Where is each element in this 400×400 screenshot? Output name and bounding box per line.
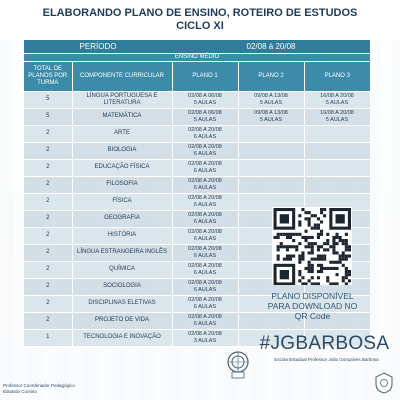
componente-cell-text: GEOGRAFIA [104, 215, 140, 221]
plano-1-cell-text: 5 AULAS [193, 116, 217, 123]
plano-1-cell-text: 02/08 A 20/08 [188, 296, 222, 303]
header-plano-1: PLANO 1 [172, 61, 238, 91]
total-cell-text: 2 [46, 130, 50, 136]
componente-cell [72, 142, 172, 159]
plano-1-cell [172, 329, 238, 346]
componente-cell-text: TECNOLOGIA E INOVAÇÃO [83, 334, 161, 340]
total-cell [24, 142, 72, 159]
componente-cell [72, 159, 172, 176]
componente-cell-text: FILOSOFIA [106, 181, 138, 187]
componente-cell [72, 193, 172, 210]
plano-1-cell [172, 125, 238, 142]
plano-1-cell-text: 6 AULAS [193, 252, 217, 259]
plano-3-cell [304, 176, 370, 193]
periodo-label: PERÍODO [24, 40, 172, 53]
plano-1-cell-text: 6 AULAS [193, 286, 217, 293]
total-cell-text: 2 [46, 300, 50, 306]
componente-cell-text: LÍNGUA ESTRANGEIRA INGLÊS [76, 249, 168, 255]
plano-1-cell [172, 91, 238, 108]
total-cell [24, 295, 72, 312]
column-header-row [24, 61, 370, 91]
componente-cell [72, 125, 172, 142]
componente-cell [72, 329, 172, 346]
footer-credit-line-1: Professor Coordenador Pedagógico [3, 383, 75, 388]
plano-1-cell [172, 295, 238, 312]
plano-1-cell-text: 02/08 A 20/08 [188, 279, 222, 286]
plano-1-cell [172, 108, 238, 125]
componente-cell-text: BIOLOGIA [107, 147, 137, 153]
qr-caption [255, 291, 370, 321]
hashtag-text: #JGBARBOSA [259, 333, 390, 354]
plano-3-cell-text: 5 AULAS [325, 99, 349, 106]
plano-2-cell-text: 5 AULAS [259, 99, 283, 106]
total-cell [24, 125, 72, 142]
total-cell [24, 108, 72, 125]
plano-3-cell [304, 159, 370, 176]
school-logo-icon [226, 350, 250, 380]
plano-2-cell-text: 09/08 A 13/08 [254, 109, 288, 116]
total-cell-text: 2 [46, 283, 50, 289]
componente-cell [72, 295, 172, 312]
plano-1-cell-text: 02/08 A 20/08 [188, 245, 222, 252]
plano-1-cell-text: 6 AULAS [193, 184, 217, 191]
plano-1-cell-text: 6 AULAS [193, 269, 217, 276]
qr-code-icon[interactable] [272, 207, 352, 285]
plano-2-cell-text: 09/08 A 13/08 [254, 92, 288, 99]
header-total: TOTAL DE PLANOS POR TURMA [24, 61, 72, 91]
qr-caption-line-1: PLANO DISPONÍVEL [271, 291, 354, 301]
componente-cell-text: PROJETO DE VIDA [95, 317, 149, 323]
componente-cell-text: LÍNGUA PORTUGUESA E LITERATURA [86, 92, 158, 106]
footer-credits [3, 383, 75, 394]
plano-1-cell-text: 02/08 A 20/08 [188, 143, 222, 150]
plano-1-cell-text: 02/08 A 20/08 [188, 177, 222, 184]
componente-cell [72, 278, 172, 295]
plano-1-cell-text: 02/08 A 06/08 [188, 109, 222, 116]
total-cell [24, 193, 72, 210]
plano-1-cell-text: 6 AULAS [193, 320, 217, 327]
plano-1-cell-text: 02/08 A 20/08 [188, 194, 222, 201]
plano-3-cell-text: 16/08 A 20/08 [320, 109, 354, 116]
plano-3-cell [304, 142, 370, 159]
total-cell-text: 2 [46, 232, 50, 238]
plano-1-cell [172, 261, 238, 278]
plano-1-cell-text: 3 AULAS [193, 337, 217, 344]
total-cell-text: 2 [46, 147, 50, 153]
total-cell-text: 2 [46, 266, 50, 272]
plano-1-cell [172, 227, 238, 244]
plano-2-cell [238, 176, 304, 193]
total-cell [24, 176, 72, 193]
plano-1-cell-text: 6 AULAS [193, 235, 217, 242]
componente-cell-text: ARTE [114, 130, 130, 136]
total-cell [24, 329, 72, 346]
plano-2-cell [238, 142, 304, 159]
plano-1-cell-text: 02/08 A 20/08 [188, 160, 222, 167]
total-cell-text: 2 [46, 181, 50, 187]
componente-cell [72, 227, 172, 244]
header-plano-2: PLANO 2 [238, 61, 304, 91]
componente-cell-text: HISTÓRIA [107, 232, 137, 238]
periodo-row [24, 40, 370, 53]
plano-2-cell-text: 5 AULAS [259, 116, 283, 123]
componente-cell-text: EDUCAÇÃO FÍSICA [94, 164, 150, 170]
componente-cell [72, 210, 172, 227]
plano-1-cell [172, 142, 238, 159]
total-cell-text: 5 [46, 96, 50, 102]
plano-3-cell-text: 5 AULAS [325, 116, 349, 123]
componente-cell [72, 108, 172, 125]
title-line-1: ELABORANDO PLANO DE ENSINO, ROTEIRO DE ESTUDOS [42, 7, 358, 19]
plano-2-cell [238, 125, 304, 142]
plano-1-cell-text: 6 AULAS [193, 303, 217, 310]
plano-1-cell-text: 02/08 A 20/08 [188, 211, 222, 218]
table-row [24, 176, 370, 193]
total-cell [24, 227, 72, 244]
plano-1-cell [172, 159, 238, 176]
plano-1-cell-text: 02/08 A 06/08 [188, 92, 222, 99]
plano-1-cell-text: 5 AULAS [193, 99, 217, 106]
componente-cell [72, 176, 172, 193]
componente-cell [72, 244, 172, 261]
plano-1-cell [172, 210, 238, 227]
title-line-2: CICLO XI [176, 20, 224, 32]
plano-1-cell-text: 02/08 A 20/08 [188, 330, 222, 337]
school-name: Escola Estadual Professor João Gonçalves Barbosa [274, 357, 379, 362]
total-cell [24, 159, 72, 176]
plano-1-cell [172, 312, 238, 329]
periodo-value: 02/08 à 20/08 [172, 40, 370, 53]
qr-caption-line-3: QR Code [294, 311, 331, 321]
total-cell-text: 5 [46, 113, 50, 119]
plano-3-cell-text: 16/08 A 20/08 [320, 92, 354, 99]
table-row [24, 159, 370, 176]
componente-cell-text: FÍSICA [112, 198, 132, 204]
plano-1-cell-text: 02/08 A 20/08 [188, 126, 222, 133]
table-row [24, 108, 370, 125]
componente-cell-text: DISCIPLINAS ELETIVAS [88, 300, 156, 306]
page-title [0, 7, 400, 33]
header-componente: COMPONENTE CURRICULAR [72, 61, 172, 91]
componente-cell-text: SOCIOLOGIA [103, 283, 141, 289]
ensino-row [24, 53, 370, 61]
componente-cell [72, 312, 172, 329]
plano-3-cell [304, 125, 370, 142]
total-cell-text: 2 [46, 249, 50, 255]
total-cell [24, 278, 72, 295]
plano-1-cell [172, 244, 238, 261]
plano-1-cell-text: 6 AULAS [193, 150, 217, 157]
table-row [24, 91, 370, 108]
plano-2-cell [238, 159, 304, 176]
total-cell [24, 244, 72, 261]
table-row [24, 142, 370, 159]
plano-2-cell [238, 108, 304, 125]
ensino-label: ENSINO MÉDIO [24, 53, 370, 61]
plano-1-cell-text: 02/08 A 20/08 [188, 313, 222, 320]
plano-3-cell [304, 91, 370, 108]
total-cell [24, 91, 72, 108]
footer-credit-line-2: Eduardo Corsino [3, 388, 37, 394]
total-cell-text: 2 [46, 164, 50, 170]
plano-1-cell [172, 176, 238, 193]
plano-1-cell-text: 6 AULAS [193, 201, 217, 208]
plano-2-cell [238, 91, 304, 108]
plano-1-cell-text: 02/08 A 20/08 [188, 262, 222, 269]
plano-1-cell-text: 02/08 A 20/08 [188, 228, 222, 235]
total-cell-text: 1 [46, 334, 50, 340]
state-emblem-icon [374, 372, 394, 394]
qr-caption-line-2: PARA DOWNLOAD NO [267, 301, 358, 311]
componente-cell-text: MATEMÁTICA [102, 113, 142, 119]
total-cell-text: 2 [46, 198, 50, 204]
total-cell [24, 261, 72, 278]
total-cell [24, 210, 72, 227]
total-cell-text: 2 [46, 317, 50, 323]
total-cell-text: 2 [46, 215, 50, 221]
header-plano-3: PLANO 3 [304, 61, 370, 91]
plano-1-cell [172, 278, 238, 295]
table-row [24, 125, 370, 142]
plano-1-cell-text: 6 AULAS [193, 167, 217, 174]
plano-1-cell [172, 193, 238, 210]
componente-cell-text: QUÍMICA [109, 266, 135, 272]
total-cell [24, 312, 72, 329]
componente-cell [72, 261, 172, 278]
plano-3-cell [304, 108, 370, 125]
plano-1-cell-text: 6 AULAS [193, 133, 217, 140]
plano-1-cell-text: 6 AULAS [193, 218, 217, 225]
componente-cell [72, 91, 172, 108]
